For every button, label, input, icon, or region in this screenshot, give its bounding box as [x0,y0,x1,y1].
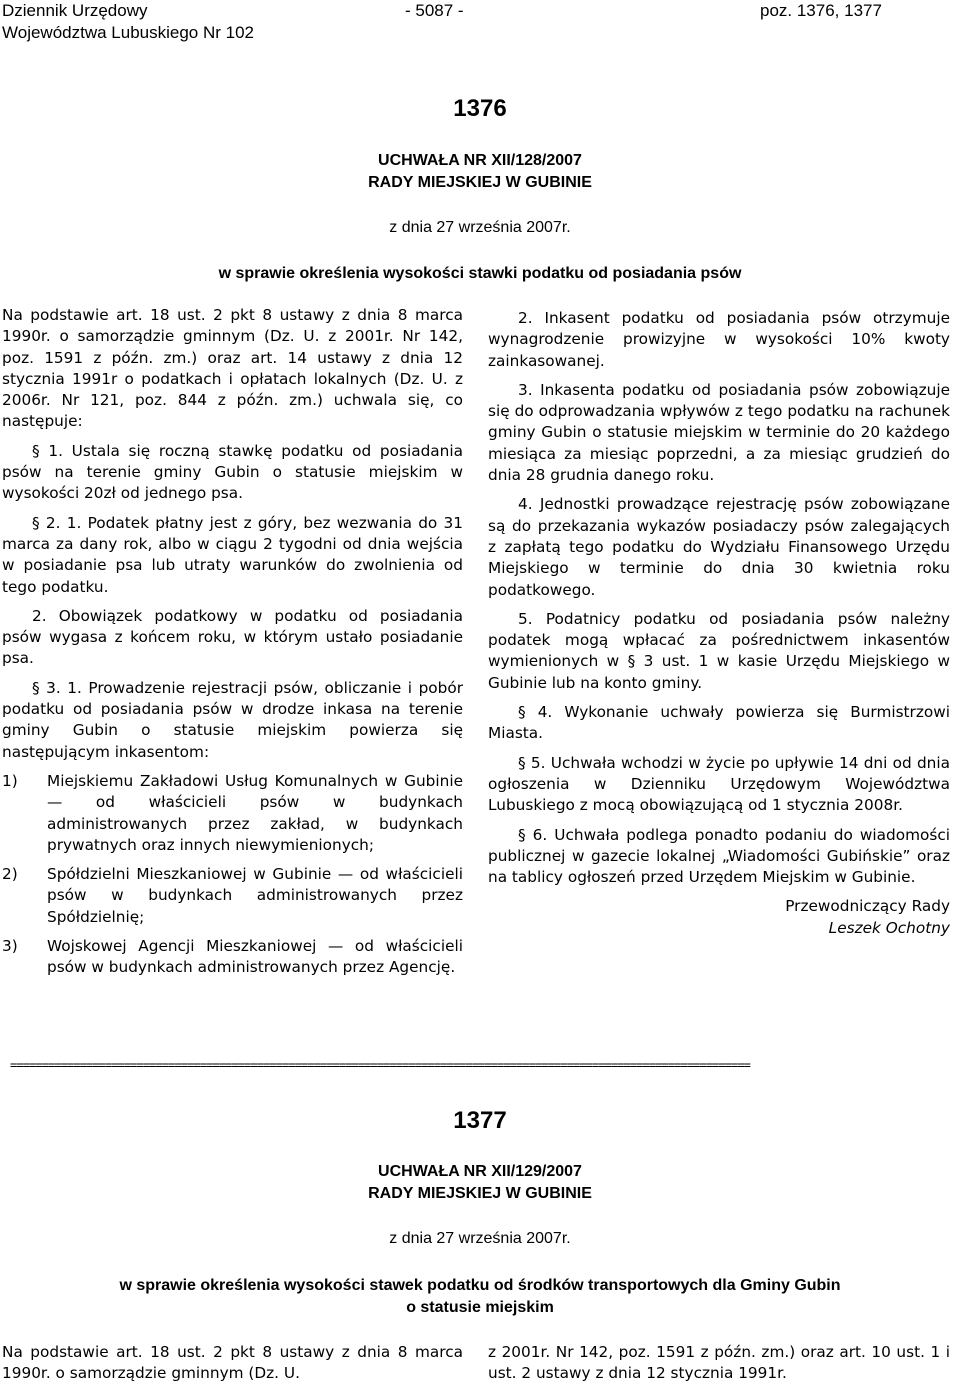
doc-1376-left-column [2,305,463,987]
position-numbers: poz. 1376, 1377 [760,1,882,20]
paragraph-3-section-1: § 3. 1. Prowadzenie rejestracji psów, obliczanie i pobór podatku od posiadania psów w drodze inkasa na terenie gminy Gubin o statusie miejskim powierza się następującym inkasentom: [2,678,463,761]
paragraph-4: § 4. Wykonanie uchwały powierza się Burmistrzowi Miasta. [488,703,950,743]
doc-1377-title-line-1: UCHWAŁA NR XII/129/2007 [378,1163,582,1180]
paragraph-3-section-2: 2. Inkasent podatku od posiadania psów otrzymuje wynagrodzenie prowizyjne w wysokości 10% kwoty zainkasowanej. [488,309,950,370]
journal-name [2,0,254,44]
paragraph-1: § 1. Ustala się roczną stawkę podatku od posiadania psów na terenie gminy Gubin o statusie miejskim w wysokości 20zł od jednego psa. [2,441,463,503]
paragraph-2-section-2: 2. Obowiązek podatkowy w podatku od posiadania psów wygasa z końcem roku, w którym ustało posiadanie psa. [2,606,463,668]
journal-line-2: Województwa Lubuskiego Nr 102 [2,23,254,42]
doc-1377-preamble-continued: z 2001r. Nr 142, poz. 1591 z późn. zm.) oraz art. 10 ust. 1 i ust. 2 ustawy z dnia 12 stycznia 1991r. [488,1343,950,1383]
paragraph-3-section-4: 4. Jednostki prowadzące rejestrację psów zobowiązane są do przekazania wykazów posiadaczy psów zalegających z zapłatą tego podatku do Wydziału Finansowego Urzędu Miejskiego w terminie do dnia 30 kwietnia roku podatkowego. [488,495,950,599]
paragraph-2-section-1: § 2. 1. Podatek płatny jest z góry, bez wezwania do 31 marca za dany rok, albo w ciągu 2 tygodni od dnia wejścia w posiadanie psa lub utraty warunków do zwolnienia od tego podatku. [2,513,463,596]
paragraph-6: § 6. Uchwała podlega ponadto podaniu do wiadomości publicznej w gazecie lokalnej „Wiadomości Gubińskie” oraz na tablicy ogłoszeń przed Urzędem Miejskim w Gubinie. [488,825,950,887]
signature-role: Przewodniczący Rady [785,897,950,916]
doc-1377-preamble-start: Na podstawie art. 18 ust. 2 pkt 8 ustawy z dnia 8 marca 1990r. o samorządzie gminnym (Dz. U. [2,1343,463,1383]
list-item: 1) Miejskiemu Zakładowi Usług Komunalnych w Gubinie — od właścicieli psów w budynkach administrowanych przez zakład, w budynkach prywatnych oraz innych niewymienionych; [2,771,463,854]
doc-1377-left-column [2,1342,463,1386]
doc-1376-right-column [488,308,950,939]
doc-1377-number: 1377 [453,1107,507,1134]
doc-1377-date: z dnia 27 września 2007r. [389,1230,571,1247]
paragraph-3-section-5: 5. Podatnicy podatku od posiadania psów należny podatek mogą wpłacać za pośrednictwem inkasentów wymienionych w § 3 ust. 1 w kasie Urzędu Miejskiego w Gubinie lub na konto gminy. [488,609,950,692]
doc-1376-title-line-2: RADY MIEJSKIEJ W GUBINIE [368,174,592,191]
doc-1377-subject-line-2: o statusie miejskim [406,1299,554,1316]
document-separator: ===================================================================================================================== [10,1058,750,1072]
journal-line-1: Dziennik Urzędowy [2,1,148,20]
doc-1376-date: z dnia 27 września 2007r. [389,219,571,236]
page-number: - 5087 - [405,1,464,20]
paragraph-5: § 5. Uchwała wchodzi w życie po upływie 14 dni od dnia ogłoszenia w Dzienniku Urzędowym Województwa Lubuskiego z mocą obowiązującą od 1 stycznia 2008r. [488,753,950,815]
doc-1376-subject: w sprawie określenia wysokości stawki podatku od posiadania psów [218,265,742,282]
doc-1376-title-line-1: UCHWAŁA NR XII/128/2007 [378,152,582,169]
paragraph-3-section-3: 3. Inkasenta podatku od posiadania psów zobowiązuje się do odprowadzania wpływów z tego podatku na rachunek gminy Gubin o statusie miejskim w terminie do 20 każdego miesiąca za miesiąc poprzedni, a za miesiąc grudzień do dnia 28 grudnia danego roku. [488,380,950,485]
doc-1377-right-column [488,1342,950,1386]
doc-1376-number: 1376 [453,95,507,122]
signature-name: Leszek Ochotny [828,918,950,937]
doc-1377-title-line-2: RADY MIEJSKIEJ W GUBINIE [368,1185,592,1202]
preamble: Na podstawie art. 18 ust. 2 pkt 8 ustawy z dnia 8 marca 1990r. o samorządzie gminnym (Dz. U. z 2001r. Nr 142, poz. 1591 z późn. zm.) oraz art. 14 ustawy z dnia 12 stycznia 1991r o podatkach i opłatach lokalnych (Dz. U. z 2006r. Nr 121, poz. 844 z późn. zm.) uchwala się, co następuje: [2,306,463,431]
doc-1377-subject-line-1: w sprawie określenia wysokości stawek podatku od środków transportowych dla Gminy Gubin [119,1277,841,1294]
list-item: 3) Wojskowej Agencji Mieszkaniowej — od właścicieli psów w budynkach administrowanych przez Agencję. [2,937,463,977]
list-item: 2) Spółdzielni Mieszkaniowej w Gubinie — od właścicieli psów w budynkach administrowanych przez Spółdzielnię; [2,865,463,926]
